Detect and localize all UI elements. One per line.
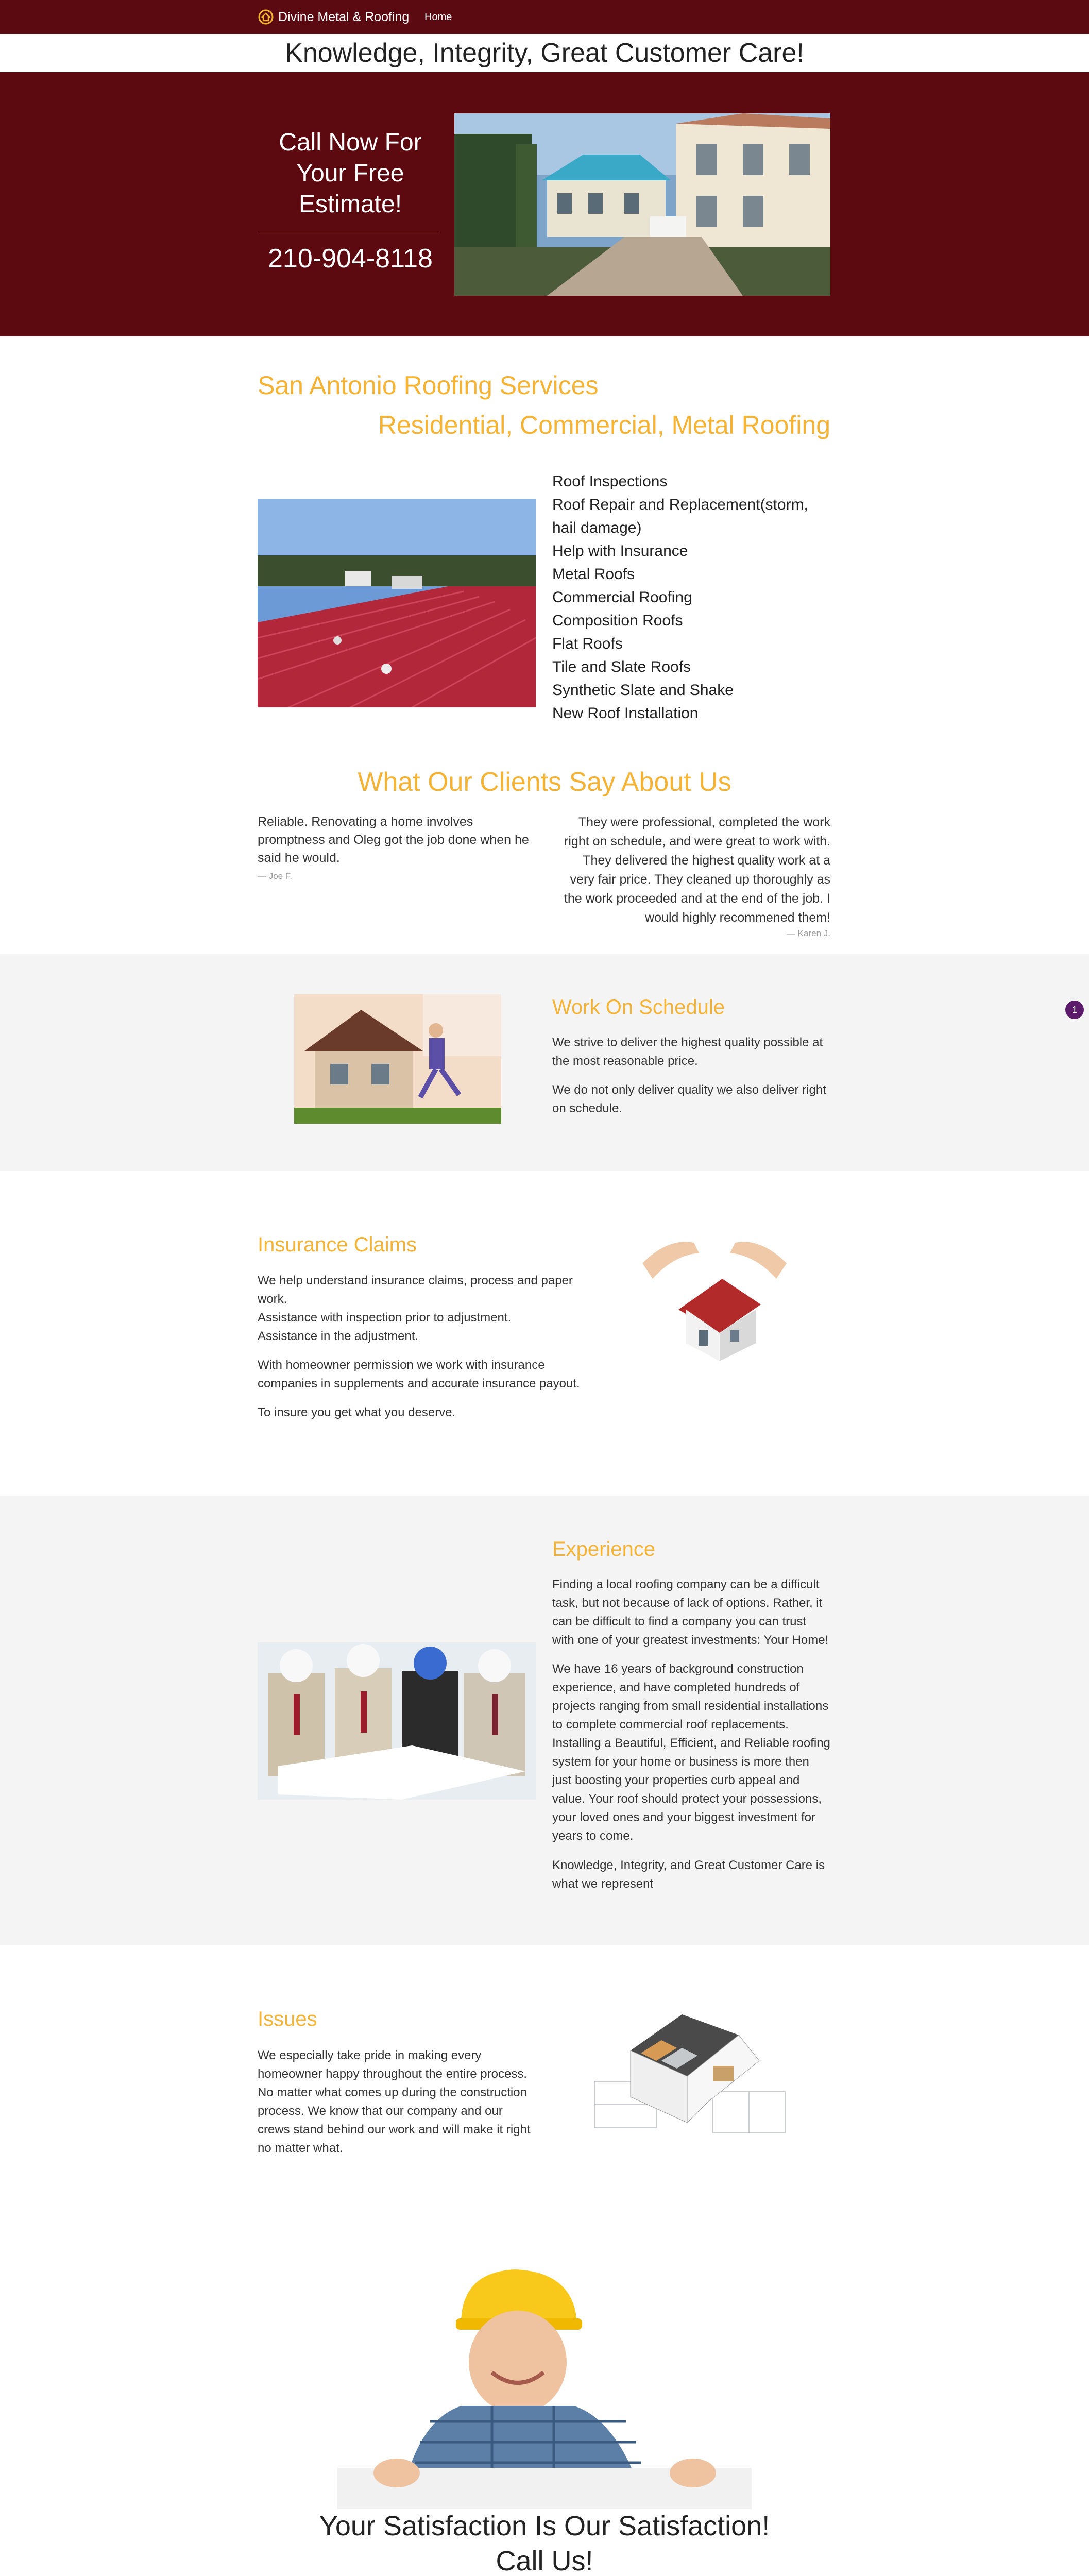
experience-paragraph: We have 16 years of background construction experience, and have completed hundreds of projects ranging from small residential installations to complete commercial roof replacements. Installing a Beautiful, Efficient, and Reliable roofing system for your home or business is more then just boosting your properties curb appeal and value. Your roof should protect your possessions, your loved ones and your biggest investment for years to come.	[552, 1662, 830, 1843]
schedule-section	[0, 954, 1089, 1171]
contractors-team-photo	[258, 1642, 536, 1800]
cta-line: Call Now For	[279, 129, 422, 156]
testimonial-quote: Reliable. Renovating a home involves promptness and Oleg got the job done when he said he would.	[258, 815, 529, 865]
call-us-heading: Call Us!	[496, 2546, 593, 2576]
cta-line: Estimate!	[298, 191, 402, 218]
experience-paragraph: Knowledge, Integrity, and Great Customer Care is what we represent	[552, 1858, 825, 1891]
hero-phone-link[interactable]: 210-904-8118	[268, 244, 433, 274]
issues-heading: Issues	[258, 2008, 317, 2030]
service-item: Commercial Roofing	[552, 589, 692, 606]
roofer-jumping-photo	[294, 994, 501, 1124]
service-item: Metal Roofs	[552, 566, 635, 583]
testimonial-author: — Joe F.	[258, 871, 293, 881]
testimonials-heading: What Our Clients Say About Us	[358, 767, 731, 797]
hands-over-house-image	[637, 1232, 792, 1361]
testimonial-author: — Karen J.	[786, 928, 830, 938]
hero-house-photo	[454, 113, 830, 296]
top-navbar	[0, 0, 1089, 34]
experience-section	[0, 1496, 1089, 1945]
smiling-worker-photo	[337, 2267, 752, 2509]
insurance-heading: Insurance Claims	[258, 1233, 417, 1256]
experience-heading: Experience	[552, 1538, 656, 1561]
insurance-paragraph	[258, 1272, 587, 1346]
schedule-paragraph: We strive to deliver the highest quality possible at the most reasonable price.	[552, 1036, 823, 1068]
services-list	[552, 470, 830, 725]
service-item: Composition Roofs	[552, 612, 683, 629]
free-estimate-cta	[258, 127, 443, 220]
service-item: Help with Insurance	[552, 543, 688, 560]
nav-home-link[interactable]: Home	[424, 11, 452, 23]
schedule-heading: Work On Schedule	[552, 996, 725, 1019]
service-item: Synthetic Slate and Shake	[552, 682, 734, 699]
insurance-line: We help understand insurance claims, process and paper work.	[258, 1274, 573, 1306]
brand-name-link[interactable]: Divine Metal & Roofing	[278, 10, 410, 24]
service-item: Roof Repair and Replacement(storm, hail damage)	[552, 496, 808, 536]
insurance-line: Assistance in the adjustment.	[258, 1329, 419, 1343]
notification-badge[interactable]: 1	[1065, 1001, 1084, 1019]
service-item: Tile and Slate Roofs	[552, 658, 691, 675]
insurance-paragraph: With homeowner permission we work with insurance companies in supplements and accurate insurance payout.	[258, 1358, 580, 1391]
services-heading: San Antonio Roofing Services	[258, 371, 599, 400]
experience-paragraph: Finding a local roofing company can be a difficult task, but not because of lack of options. Rather, it can be difficult to find a company you can trust with one of your greatest investments: Your Home!	[552, 1578, 829, 1647]
metal-roof-photo	[258, 499, 536, 707]
testimonial-quote: They were professional, completed the work right on schedule, and were great to work with. They delivered the highest quality work at a very fair price. They cleaned up thoroughly as the work proceeded and at the end of the job. I would highly recommened them!	[564, 815, 830, 925]
cta-line: Your Free	[296, 160, 404, 187]
satisfaction-heading: Your Satisfaction Is Our Satisfaction!	[319, 2511, 770, 2541]
insurance-paragraph: To insure you get what you deserve.	[258, 1405, 456, 1419]
service-item: New Roof Installation	[552, 705, 699, 722]
brand-logo-icon[interactable]	[258, 9, 274, 25]
tagline: Knowledge, Integrity, Great Customer Care!	[0, 34, 1089, 72]
services-subheading: Residential, Commercial, Metal Roofing	[378, 411, 830, 439]
house-blueprint-image	[584, 2004, 797, 2142]
service-item: Roof Inspections	[552, 473, 668, 490]
insurance-line: Assistance with inspection prior to adjustment.	[258, 1311, 512, 1325]
schedule-paragraph: We do not only deliver quality we also deliver right on schedule.	[552, 1083, 826, 1115]
service-item: Flat Roofs	[552, 635, 623, 652]
issues-paragraph: We especially take pride in making every homeowner happy throughout the entire process. No matter what comes up during the construction process. We know that our company and our crews stand behind our work and will make it right no matter what.	[258, 2048, 531, 2155]
